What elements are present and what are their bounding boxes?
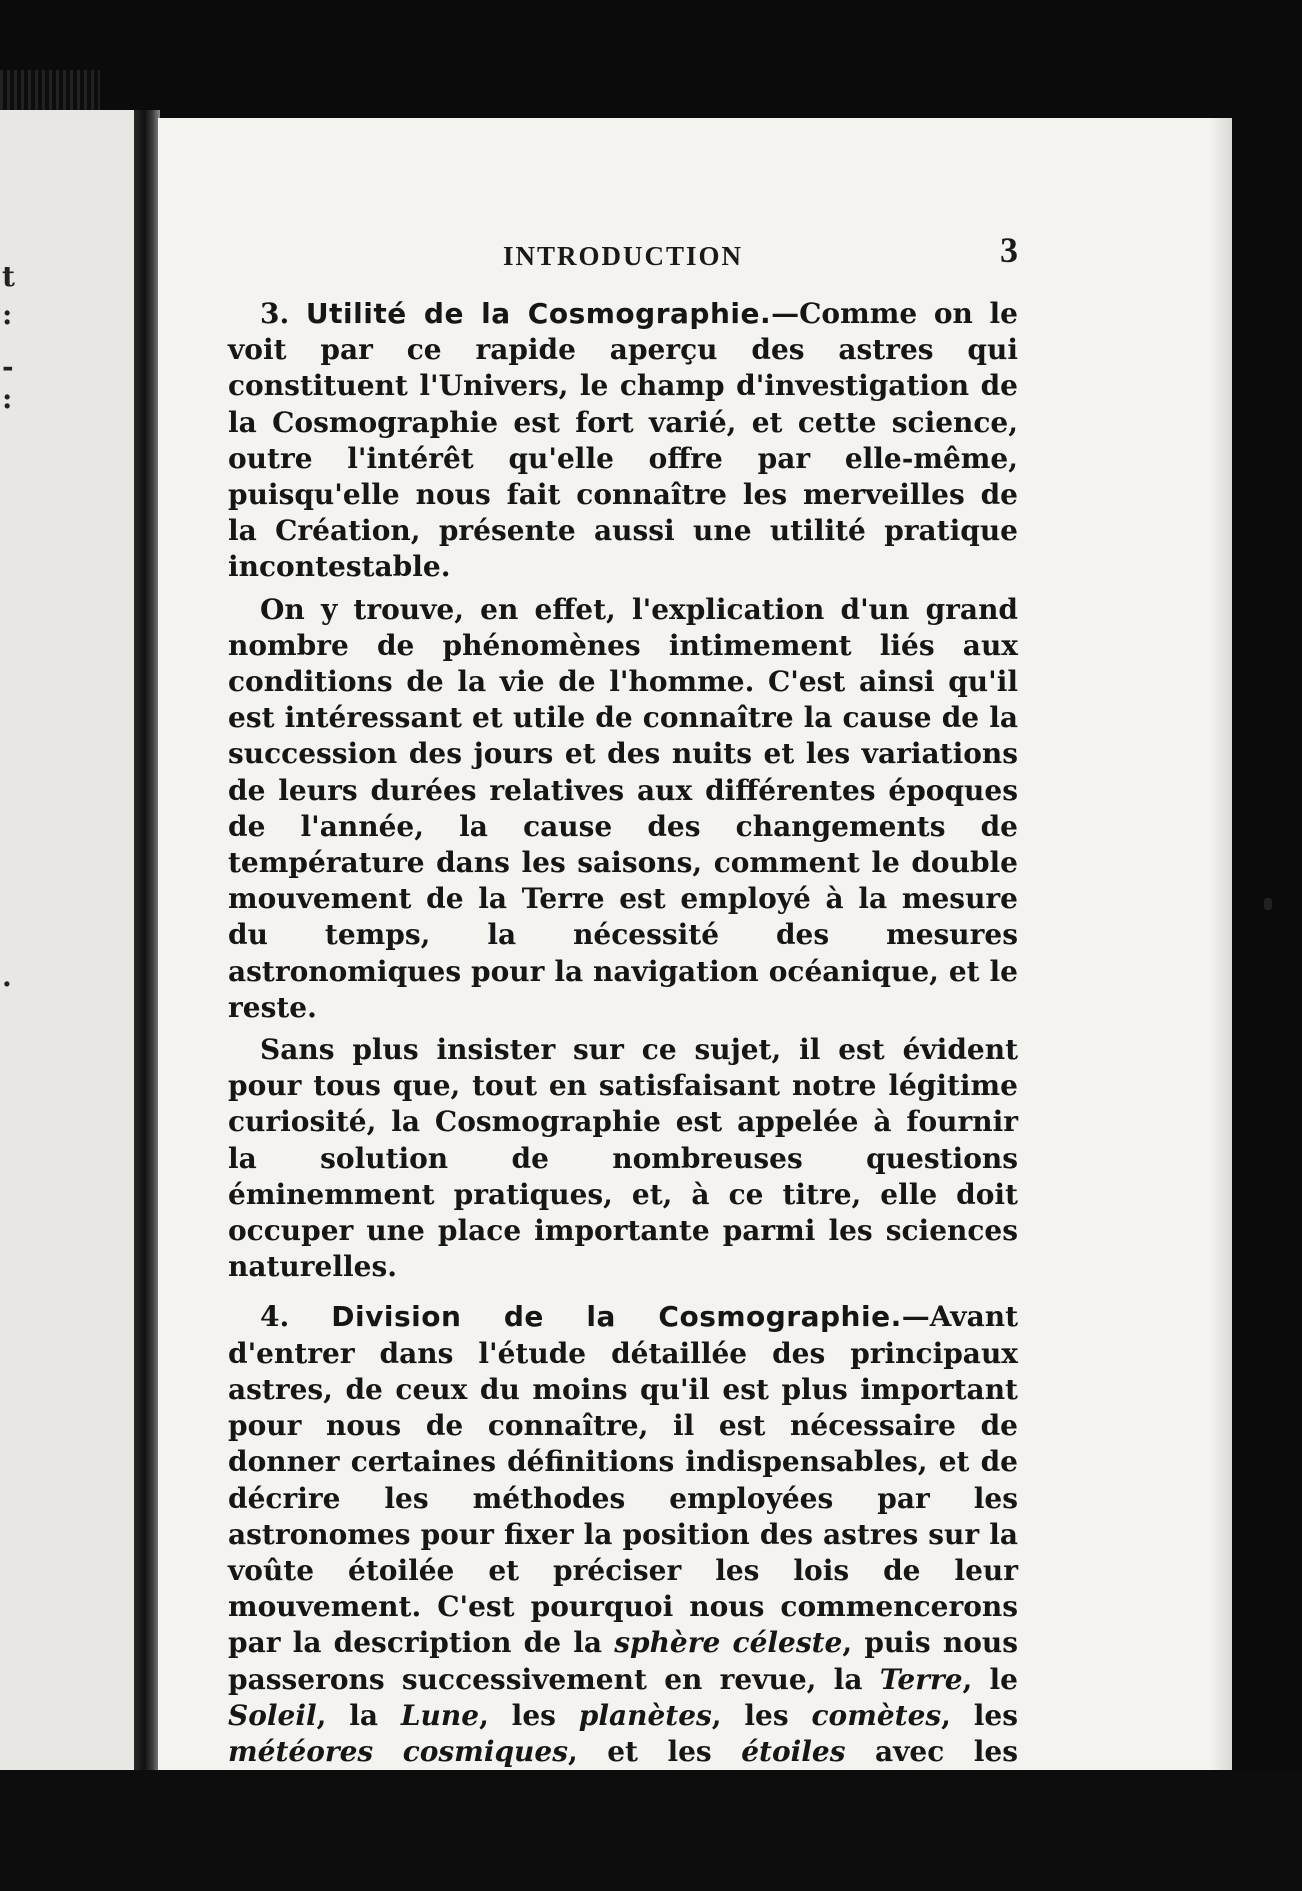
paragraph: Sans plus insister sur ce sujet, il est évident pour tous que, tout en satisfaisant notre légitime curiosité, la Cosmographie est appelée à fournir la solution de nombreuses questions éminemment pratiques, et, à ce titre, elle doit occuper une place importante parmi les sciences naturelles. [228, 1033, 1018, 1284]
connector-text: , la [316, 1698, 401, 1732]
section-heading: Utilité de la Cosmographie. [305, 297, 772, 330]
term-lune: Lune [400, 1698, 480, 1732]
paragraph-section-4 [228, 1299, 1018, 1806]
paragraph-text: —Comme on le voit par ce rapide aperçu des astres qui constituent l'Univers, le champ d'investigation de la Cosmographie est fort varié, et cette science, outre l'intérêt qu'elle offre par elle-même, puisqu'elle nous fait connaître les merveilles de la Création, présente aussi une utilité pratique incontestable. [228, 297, 1018, 584]
term-terre: Terre [879, 1662, 963, 1696]
section-number: 3. [260, 297, 290, 330]
section-number: 4. [260, 1300, 290, 1334]
scan-noise [0, 70, 100, 110]
section-heading: Division de la Cosmographie. [331, 1300, 902, 1334]
paragraph-text: —Avant d'entrer dans l'étude détaillée des principaux astres, de ceux du moins qu'il est plus important pour nous de connaître, il est nécessaire de donner certaines définitions indispensables, et de décrire les méthodes employées par les astronomes pour fixer la position des astres sur la voûte étoilée et préciser les lois de leur mouvement. C'est pourquoi nous commencerons par la description de la [228, 1300, 1019, 1660]
term-meteores-cosmiques: météores cosmiques [228, 1734, 568, 1768]
ink-speck [1264, 898, 1272, 910]
term-sphere-celeste: sphère céleste [614, 1626, 843, 1660]
connector-text: , le [962, 1662, 1018, 1696]
connector-text: , les [711, 1698, 812, 1732]
running-head [228, 230, 1018, 278]
previous-page-edge [0, 110, 142, 1770]
connector-text: , les [479, 1698, 579, 1732]
page-number: 3 [1000, 230, 1018, 270]
connector-text: , puis nous passerons successivement en revue, la [228, 1626, 1019, 1696]
term-soleil: Soleil [228, 1698, 317, 1732]
page-edge-shadow [1210, 118, 1232, 1770]
term-cometes: comètes [811, 1698, 942, 1732]
connector-text: , et les [567, 1734, 742, 1768]
connector-text: avec les [845, 1734, 1018, 1768]
paragraph-section-3-intro [228, 296, 1018, 586]
term-etoiles: étoiles [741, 1734, 846, 1768]
scan-bottom-border [0, 1770, 1302, 1891]
book-spine-shadow [134, 110, 160, 1770]
connector-text: , les [941, 1698, 1018, 1732]
paragraph: On y trouve, en effet, l'explication d'un grand nombre de phénomènes intimement liés aux conditions de la vie de l'homme. C'est ainsi qu'il est intéressant et utile de connaître la cause de la succession des jours et des nuits et les variations de leurs durées relatives aux différentes époques de l'année, la cause des changements de température dans les saisons, comment le double mouvement de la Terre est employé à la mesure du temps, la nécessité des mesures astronomiques pour la navigation océanique, et le reste. [228, 592, 1018, 1024]
previous-page-fragments: t : - : . [2, 260, 15, 993]
page-text [228, 230, 1019, 1851]
term-planetes: planètes [578, 1698, 712, 1732]
running-title: INTRODUCTION [502, 241, 744, 271]
